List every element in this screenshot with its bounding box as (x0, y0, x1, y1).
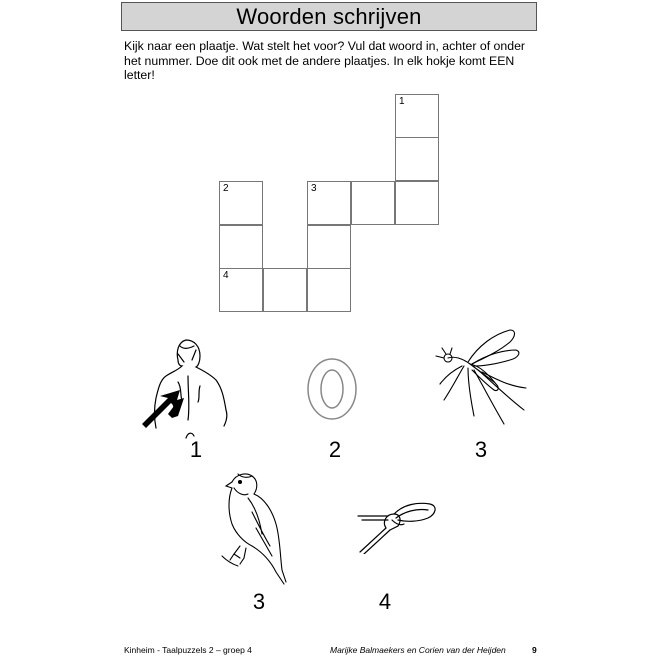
footer-authors: Marijke Balmaekers en Corien van der Heijden (330, 645, 506, 655)
grid-cell-1-2[interactable] (395, 137, 439, 181)
picture-label-1: 1 (189, 437, 203, 462)
picture-label-5: 4 (378, 589, 392, 614)
grid-cell-3-2[interactable] (351, 181, 395, 225)
grid-cell-1-3[interactable] (395, 181, 439, 225)
knot-icon (356, 498, 440, 554)
back-with-arrow-icon (138, 336, 242, 440)
picture-label-4: 3 (252, 589, 266, 614)
mosquito-icon (434, 326, 534, 430)
picture-label-2: 2 (328, 437, 342, 462)
instructions-text: Kijk naar een plaatje. Wat stelt het voor? Vul dat woord in, achter of onder het nummer. Doe dit ook met de andere plaatjes. In elk hokje komt EEN letter! (124, 39, 526, 82)
grid-cell-3-1[interactable] (307, 181, 351, 225)
page-number: 9 (532, 645, 537, 655)
grid-cell-2-1[interactable] (219, 181, 263, 225)
picture-label-3: 3 (474, 437, 488, 462)
grid-cell-4-1[interactable] (219, 268, 263, 312)
grid-cell-3-down-2[interactable] (307, 225, 351, 269)
grid-cell-4-3[interactable] (307, 268, 351, 312)
grid-cell-1-1[interactable] (395, 94, 439, 138)
clue-number-1: 1 (399, 96, 405, 107)
footer-left-text: Kinheim - Taalpuzzels 2 – groep 4 (124, 645, 252, 655)
grid-cell-2-2[interactable] (219, 225, 263, 269)
clue-number-3: 3 (311, 183, 317, 194)
bird-icon (218, 468, 298, 586)
grid-cell-4-2[interactable] (263, 268, 307, 312)
clue-number-2: 2 (223, 183, 229, 194)
page-title: Woorden schrijven (121, 2, 537, 31)
clue-number-4: 4 (223, 270, 229, 281)
letter-o-icon (302, 356, 362, 422)
